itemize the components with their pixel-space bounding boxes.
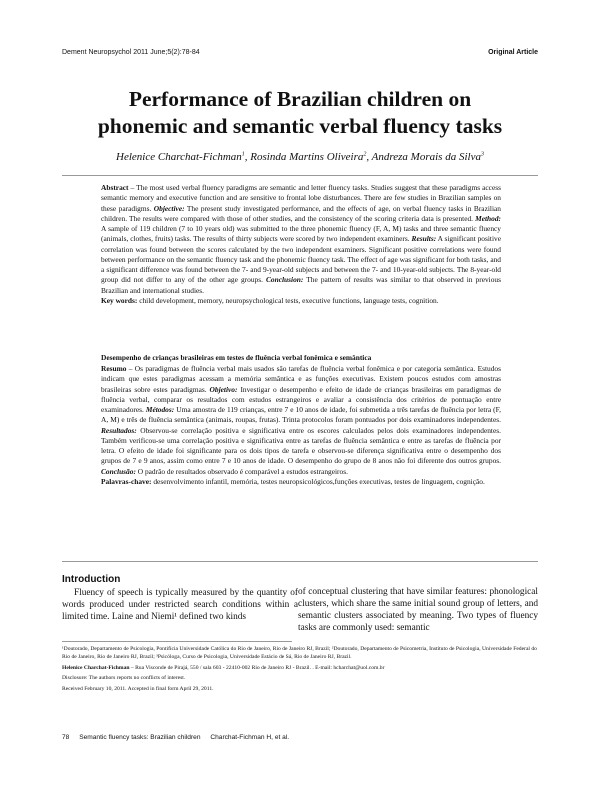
- palavras-chave-text: desenvolvimento infantil, memória, testes neuropsicológicos,funções executivas, testes de linguagem, cognição.: [151, 476, 485, 486]
- abstract-text-2: The present study investigated performance, and the effects of age, on verbal fluency tasks in Brazilian children. The results were compared with those of other studies, and the consistency of the scoring criteria data is presented.: [101, 203, 501, 223]
- keywords-text: child development, memory, neuropsychological tests, executive functions, language tests, cognition.: [137, 295, 439, 305]
- correspondence-name: Helenice Charchat-Fichman: [62, 664, 130, 671]
- author-2: Rosinda Martins Oliveira: [250, 151, 364, 163]
- correspondence-address: – Rua Visconde de Pirajá, 550 / sala 603 - 22410-002 Rio de Janeiro RJ - Brazil. . E-mail: hcharchat@uol.com.br: [129, 664, 385, 671]
- abstract-text-3: A sample of 119 children (7 to 10 years old) was submitted to the three phonemic fluency (F, A, M) tasks and three semantic fluency (animals, clothes, fruits) tasks. The results of thirty subjects were scored by two independent examiners.: [101, 224, 501, 244]
- intro-right-column: of conceptual clustering that have similar features: phonological clusters, which share the same initial sound group of letters, and semantic clusters associated by meaning. Two types of fluency tasks are commonly used: semantic: [298, 587, 538, 633]
- results-label: Results:: [411, 234, 437, 244]
- conclusao-label: Conclusão:: [101, 466, 136, 476]
- author-list: Helenice Charchat-Fichman$^1$, Rosinda Martins Oliveira$^2$, Andreza Morais da Silva$^3$: [116, 151, 484, 163]
- footnotes: [62, 645, 538, 695]
- author-3: Andreza Morais da Silva: [371, 151, 481, 163]
- objetivo-label: Objetivo:: [209, 384, 238, 394]
- author-2-affil: 2: [363, 151, 367, 158]
- abstract-portuguese: [101, 364, 501, 487]
- portuguese-title: Desempenho de crianças brasileiras em testes de fluência verbal fonêmica e semântica: [101, 353, 372, 362]
- title-line-2: phonemic and semantic verbal fluency tasks: [97, 114, 503, 138]
- article-type: Original Article: [488, 49, 538, 56]
- introduction-heading: Introduction: [62, 574, 121, 585]
- keywords-label: Key words:: [101, 295, 138, 305]
- metodos-label: Métodos:: [145, 405, 175, 414]
- received-dates: Received February 10, 2011. Accepted in final form April 29, 2011.: [62, 685, 214, 692]
- page-number: 78: [62, 734, 70, 741]
- author-1: Helenice Charchat-Fichman: [116, 151, 242, 163]
- resultados-label: Resultados:: [101, 425, 137, 435]
- paper-title: [70, 86, 530, 140]
- divider-bottom: [62, 561, 538, 562]
- journal-citation: Dement Neuropsychol 2011 June;5(2):78-84: [62, 49, 200, 56]
- abstract-text-1: – The most used verbal fluency paradigms are semantic and letter fluency tasks. Studies suggest that these paradigms access semantic memory and executive function and are sensitive to frontal lobe disturbances. There are few studies in Brazilian samples on these paradigms.: [101, 183, 501, 213]
- resumo-text-1: – Os paradigmas de fluência verbal mais usados são tarefas de fluência verbal fonêmica e por categoria semântica. Estudos indicam que estes paradigmas acessam a memória semântica e as funções executivas. Existem poucos estudos com amostras brasileiras sobre estes paradigmas.: [101, 364, 501, 394]
- disclosure: Disclosure: The authors reports no conflicts of interest.: [62, 675, 186, 682]
- footer-short-title: Semantic fluency tasks: Brazilian children: [79, 734, 201, 741]
- divider-top: [62, 175, 538, 176]
- resumo-label: Resumo: [101, 364, 127, 373]
- footer-authors: Charchat-Fichman H, et al.: [210, 734, 290, 741]
- title-line-1: Performance of Brazilian children on: [128, 87, 472, 111]
- abstract-label: Abstract: [101, 183, 129, 192]
- intro-left-text: Fluency of speech is typically measured by the quantity of words produced under restricted search conditions within a limited time. Laine and Niemi¹ defined two kinds: [62, 588, 298, 622]
- conclusion-label: Conclusion:: [265, 275, 304, 285]
- footnote-divider: [62, 641, 292, 642]
- method-label: Method:: [475, 213, 501, 223]
- author-3-affil: 3: [480, 151, 484, 158]
- page-footer: [62, 734, 297, 741]
- affiliations: ¹Doutorado, Departamento de Psicologia, Pontifícia Universidade Católica do Rio de Janeiro, Rio de Janeiro RJ, Brazil; ²Doutorado, Departamento de Psicometria, Instituto de Psicologia, Universidade Federal do Rio de Janeiro, Rio de Janeiro RJ, Brazil; ³Psicóloga, Curso de Psicologia, Universidade Estácio de Sá, Rio de Janeiro RJ, Brazil.: [62, 646, 537, 661]
- abstract-text-4: A significant positive correlation was found between the scores calculated by the two independent examiners. Significant positive correlations were found between performance on the semantic fluency task and the phonemic fluency task. The effect of age was significant for both tasks, and a significant difference was found between the 7- and 9-year-old subjects and between the 7- and 10-year-old subjects. The 8-year-old group did not differ to any of the other age groups.: [101, 234, 502, 285]
- objective-label: Objective:: [153, 203, 185, 213]
- resumo-text-2: Investigar o desempenho e efeito de idade de crianças brasileiras em paradigmas de fluência verbal, comparar os resultados com estudos estrangeiros e avaliar a consistência dos critérios de pontuação entre examinadores.: [101, 384, 501, 414]
- resumo-text-4: Observou-se correlação positiva e significativa entre os escores calculados pelos dois examinadores independentes. Também verificou-se uma correlação positiva e significativa entre as tarefas de fluência semântica e entre as tarefas de fluência por letra. O efeito de idade foi significante para os dois tipos de tarefa e observou-se diferença significativa entre o desempenho dos grupos de 7 e 9 anos, assim como entre 7 e 10 anos de idade. O desempenho do grupo de 8 anos não foi diferente dos outros grupos.: [101, 425, 501, 466]
- abstract-text-5: The pattern of results was similar to that observed in previous Brazilian and international studies.: [101, 275, 501, 295]
- resumo-text-5: O padrão de resultados observado é comparável a estudos estrangeiros.: [135, 466, 348, 476]
- abstract-english: [101, 183, 501, 306]
- author-1-affil: 1: [241, 151, 245, 158]
- intro-left-column: [62, 587, 298, 623]
- correspondence: [62, 664, 538, 672]
- resumo-text-3: Uma amostra de 119 crianças, entre 7 e 10 anos de idade, foi submetida a três tarefas de fluência por letra (F, A, M) e três de fluência semântica (animais, roupas, frutas). Trinta protocolos foram pontuados por dois examinadores independentes.: [101, 405, 501, 425]
- palavras-chave-label: Palavras-chave:: [101, 476, 152, 486]
